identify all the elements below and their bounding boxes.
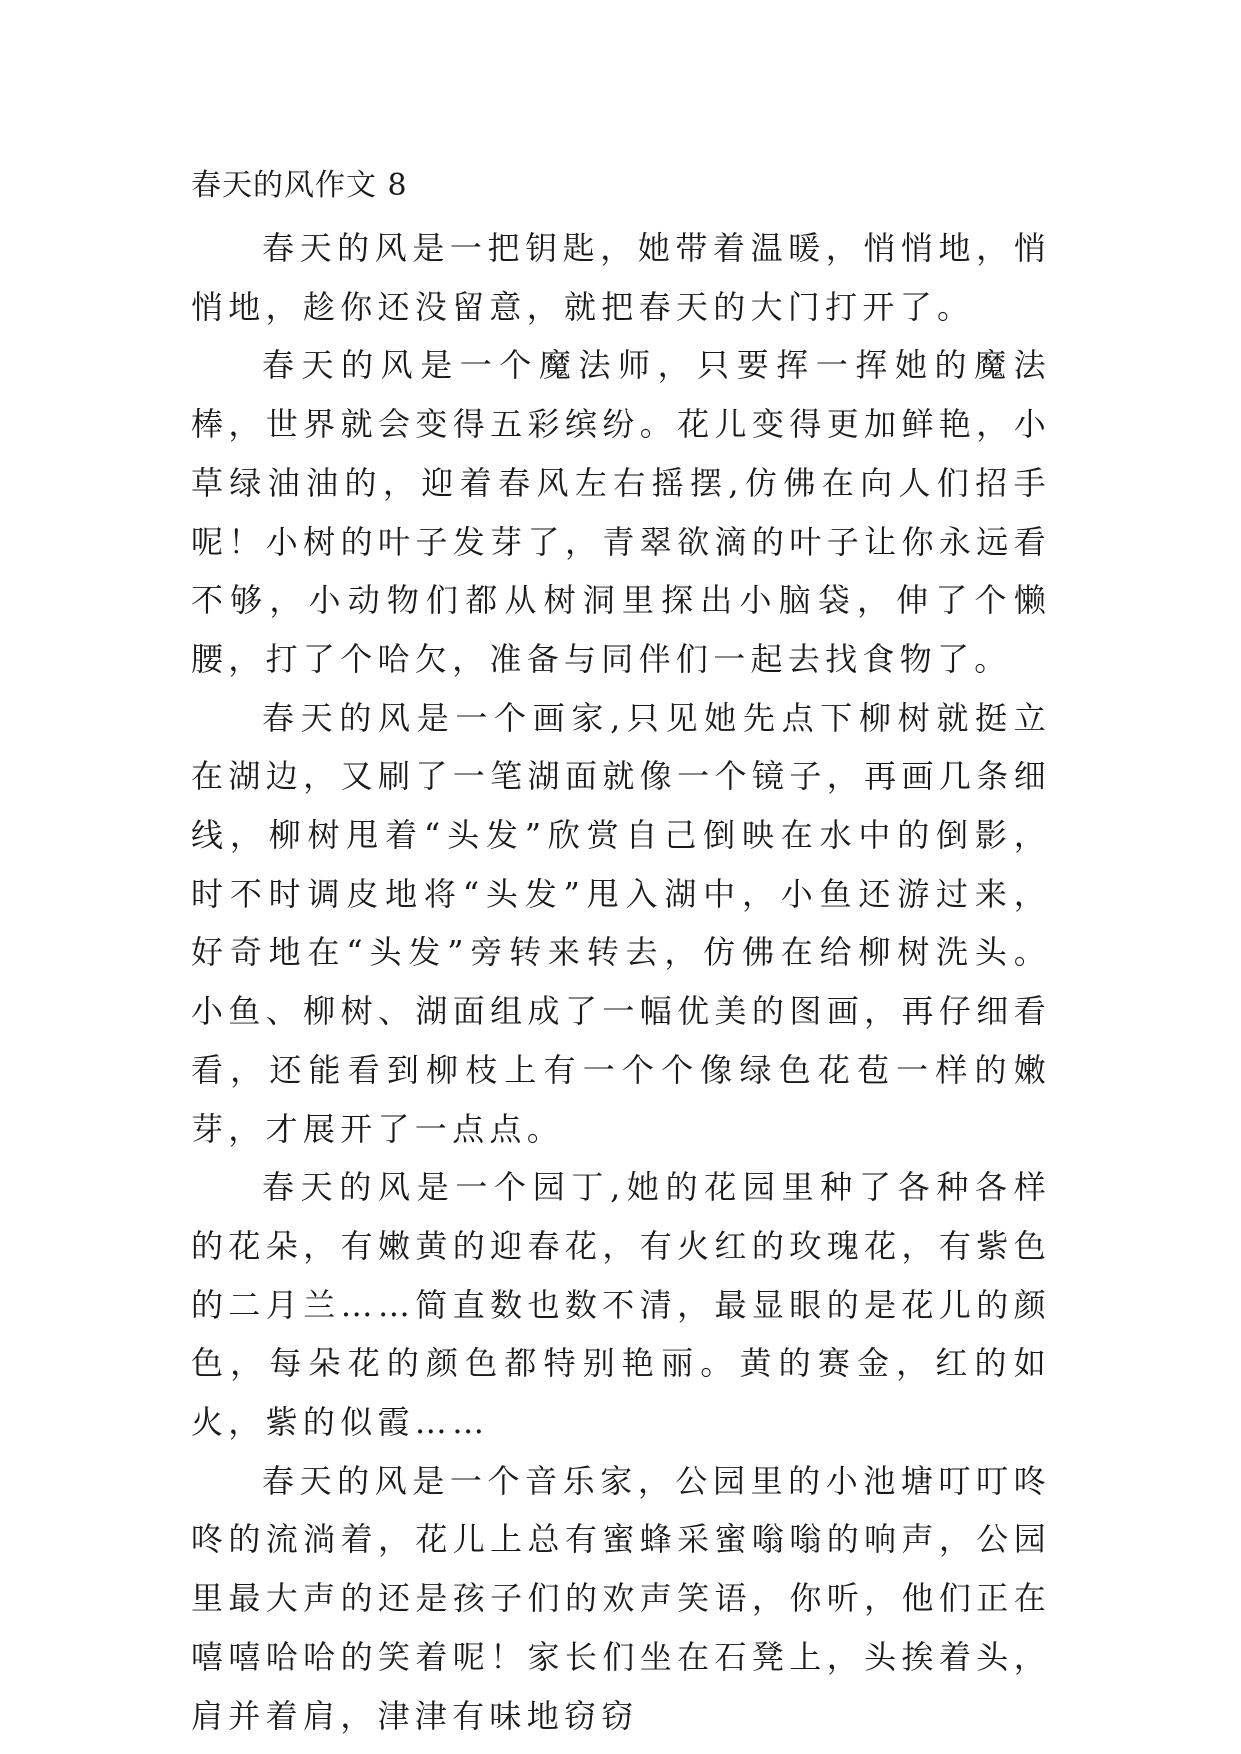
document-title: 春天的风作文 8 — [191, 168, 408, 203]
paragraph-gardener: 春天的风是一个园丁,她的花园里种了各种各样的花朵，有嫩黄的迎春花，有火红的玫瑰花，有紫色的二月兰……简直数也数不清，最显眼的是花儿的颜色，每朵花的颜色都特别艳丽。黄的赛金，红的如火，紫的似霞…… — [191, 1168, 1051, 1442]
paragraph-musician: 春天的风是一个音乐家，公园里的小池塘叮叮咚咚的流淌着，花儿上总有蜜蜂采蜜嗡嗡的响声，公园里最大声的还是孩子们的欢声笑语，你听，他们正在嘻嘻哈哈的笑着呢！家长们坐在石凳上，头挨着头，肩并着肩，津津有味地窃窃 — [191, 1461, 1051, 1735]
document-page — [191, 166, 1051, 1745]
paragraph-key: 春天的风是一把钥匙，她带着温暖，悄悄地，悄悄地，趁你还没留意，就把春天的大门打开了。 — [191, 229, 1051, 326]
paragraph-painter: 春天的风是一个画家,只见她先点下柳树就挺立在湖边，又刷了一笔湖面就像一个镜子，再画几条细线，柳树甩着“头发”欣赏自己倒映在水中的倒影，时不时调皮地将“头发”甩入湖中，小鱼还游过来，好奇地在“头发”旁转来转去，仿佛在给柳树洗头。小鱼、柳树、湖面组成了一幅优美的图画，再仔细看看，还能看到柳枝上有一个个像绿色花苞一样的嫩芽，才展开了一点点。 — [191, 698, 1051, 1148]
paragraph-magician: 春天的风是一个魔法师，只要挥一挥她的魔法棒，世界就会变得五彩缤纷。花儿变得更加鲜艳，小草绿油油的，迎着春风左右摇摆,仿佛在向人们招手呢！小树的叶子发芽了，青翠欲滴的叶子让你永远看不够，小动物们都从树洞里探出小脑袋，伸了个懒腰，打了个哈欠，准备与同伴们一起去找食物了。 — [191, 346, 1051, 678]
